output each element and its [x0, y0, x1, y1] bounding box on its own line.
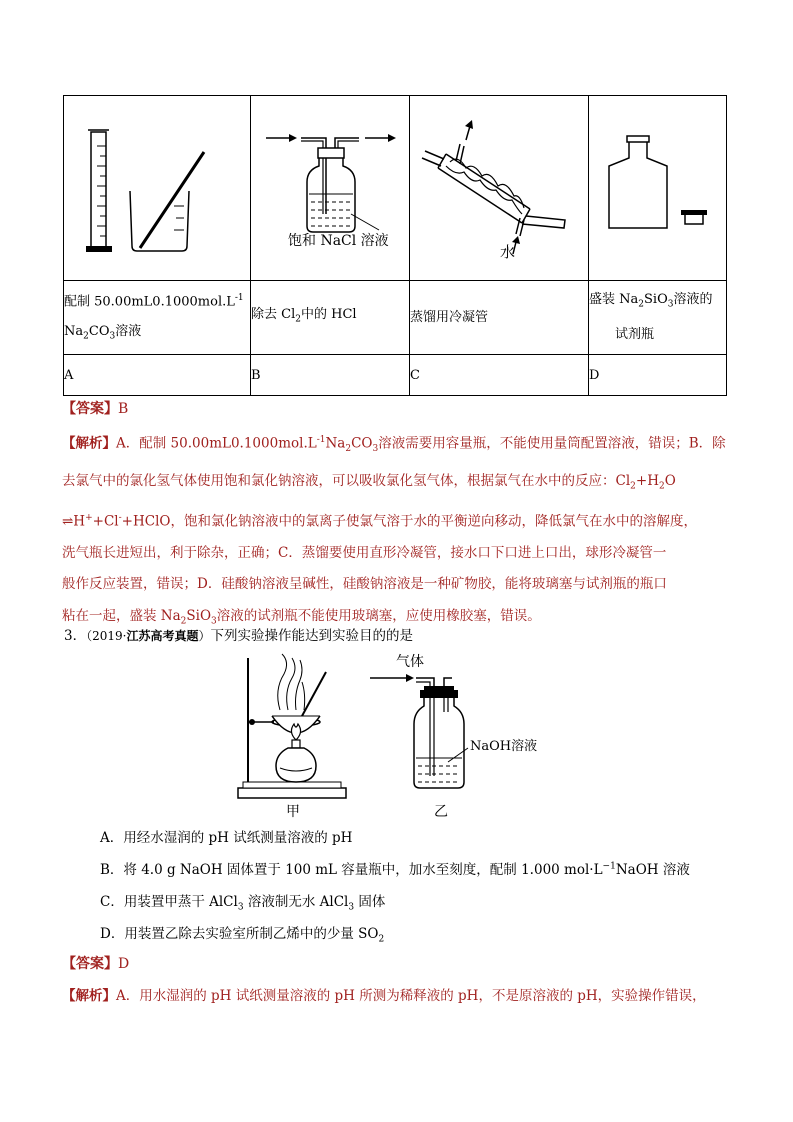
cell-image-a: [64, 96, 251, 281]
label-water: 水: [500, 243, 516, 261]
answer-label: 【答案】: [62, 401, 118, 417]
reagent-bottle-with-stopper-icon: [589, 96, 726, 276]
evaporation-apparatus-icon: [238, 654, 346, 798]
desc-a: 配制 $50.00mL0.1000mol.L^{-1}$ $Na_2CO_3$溶液: [64, 281, 251, 355]
desc-c: 蒸馏用冷凝管: [410, 281, 589, 355]
answer-1: [62, 398, 128, 418]
label-gas: 气体: [396, 654, 424, 670]
answer-value: B: [118, 401, 129, 417]
letter-a: A: [64, 355, 251, 396]
cell-image-c: [410, 96, 589, 281]
cell-image-b: [251, 96, 410, 281]
graduated-cylinder-and-beaker-icon: [64, 96, 250, 276]
answer-label: 【答案】: [62, 956, 118, 972]
analysis-label: 【解析】: [62, 435, 116, 452]
desc-d: 盛装 $Na_2SiO_3$溶液的 试剂瓶: [589, 281, 727, 355]
label-naoh-solution: NaOH溶液: [470, 739, 538, 754]
analysis-3: 【解析】A．用水湿润的 pH 试纸测量溶液的 pH 所测为稀释液的 pH，不是原溶液的 pH，实验操作错误，: [62, 988, 706, 1004]
gas-washing-bottle-naoh-icon: [370, 653, 537, 788]
bulb-condenser-icon: [410, 96, 588, 276]
option-a: A．用经水湿润的 pH 试纸测量溶液的 pH: [100, 830, 353, 846]
option-d: D．用装置乙除去实验室所制乙烯中的少量 $SO_2$: [100, 926, 385, 945]
answer-3: [62, 953, 129, 973]
analysis-label: 【解析】: [62, 988, 116, 1004]
desc-b: 除去 $Cl_2$中的 HCl: [251, 281, 410, 355]
label-jia: 甲: [286, 804, 300, 820]
question-3-stem: 3．（2019·江苏高考真题）下列实验操作能达到实验目的的是: [64, 628, 413, 644]
label-saturated-nacl: 饱和 NaCl 溶液: [288, 233, 389, 249]
letter-c: C: [410, 355, 589, 396]
analysis-1: 【解析】A．配制 $50.00mL0.1000mol.L^{-1}Na_2CO_3$溶液需要用容量瓶，不能使用量筒配置溶液，错误；B．除 去氯气中的氯化氢气体使用饱和氯化钠溶液，可以吸收氯化氢气体，根据氯气在水中的反应：$Cl_2+H_2O$ ⇌H++Cl-+HClO，饱和氯化钠溶液中的氯离子使氯气溶于水的平衡逆向移动，降低氯气在水中的溶解度， 洗气瓶长进短出，利于除杂，正确；C．蒸馏要使用直形冷凝管，接水口下口进上口出，球形冷凝管一 般作反应装置，错误；D．硅酸钠溶液呈碱性，硅酸钠溶液是一种矿物胶，能将玻璃塞与试剂瓶的瓶口 粘在一起，盛装 $Na_2SiO_3$溶液的试剂瓶不能使用玻璃塞，应使用橡胶塞，错误。: [62, 435, 726, 627]
letter-b: B: [251, 355, 410, 396]
apparatus-table: [63, 95, 727, 396]
option-c: C．用装置甲蒸干 AlCl$_3$ 溶液制无水 AlCl$_3$ 固体: [100, 894, 386, 913]
letter-d: D: [589, 355, 727, 396]
label-yi: 乙: [434, 804, 448, 820]
answer-value: D: [118, 956, 130, 972]
option-b: B．将 4.0 g NaOH 固体置于 100 mL 容量瓶中，加水至刻度，配制 1.000 $mol\cdot L^{-1}NaOH$ 溶液: [100, 861, 690, 878]
question-3-figure: [230, 650, 560, 820]
question-source: 江苏高考真题: [126, 629, 199, 643]
cell-image-d: [589, 96, 727, 281]
